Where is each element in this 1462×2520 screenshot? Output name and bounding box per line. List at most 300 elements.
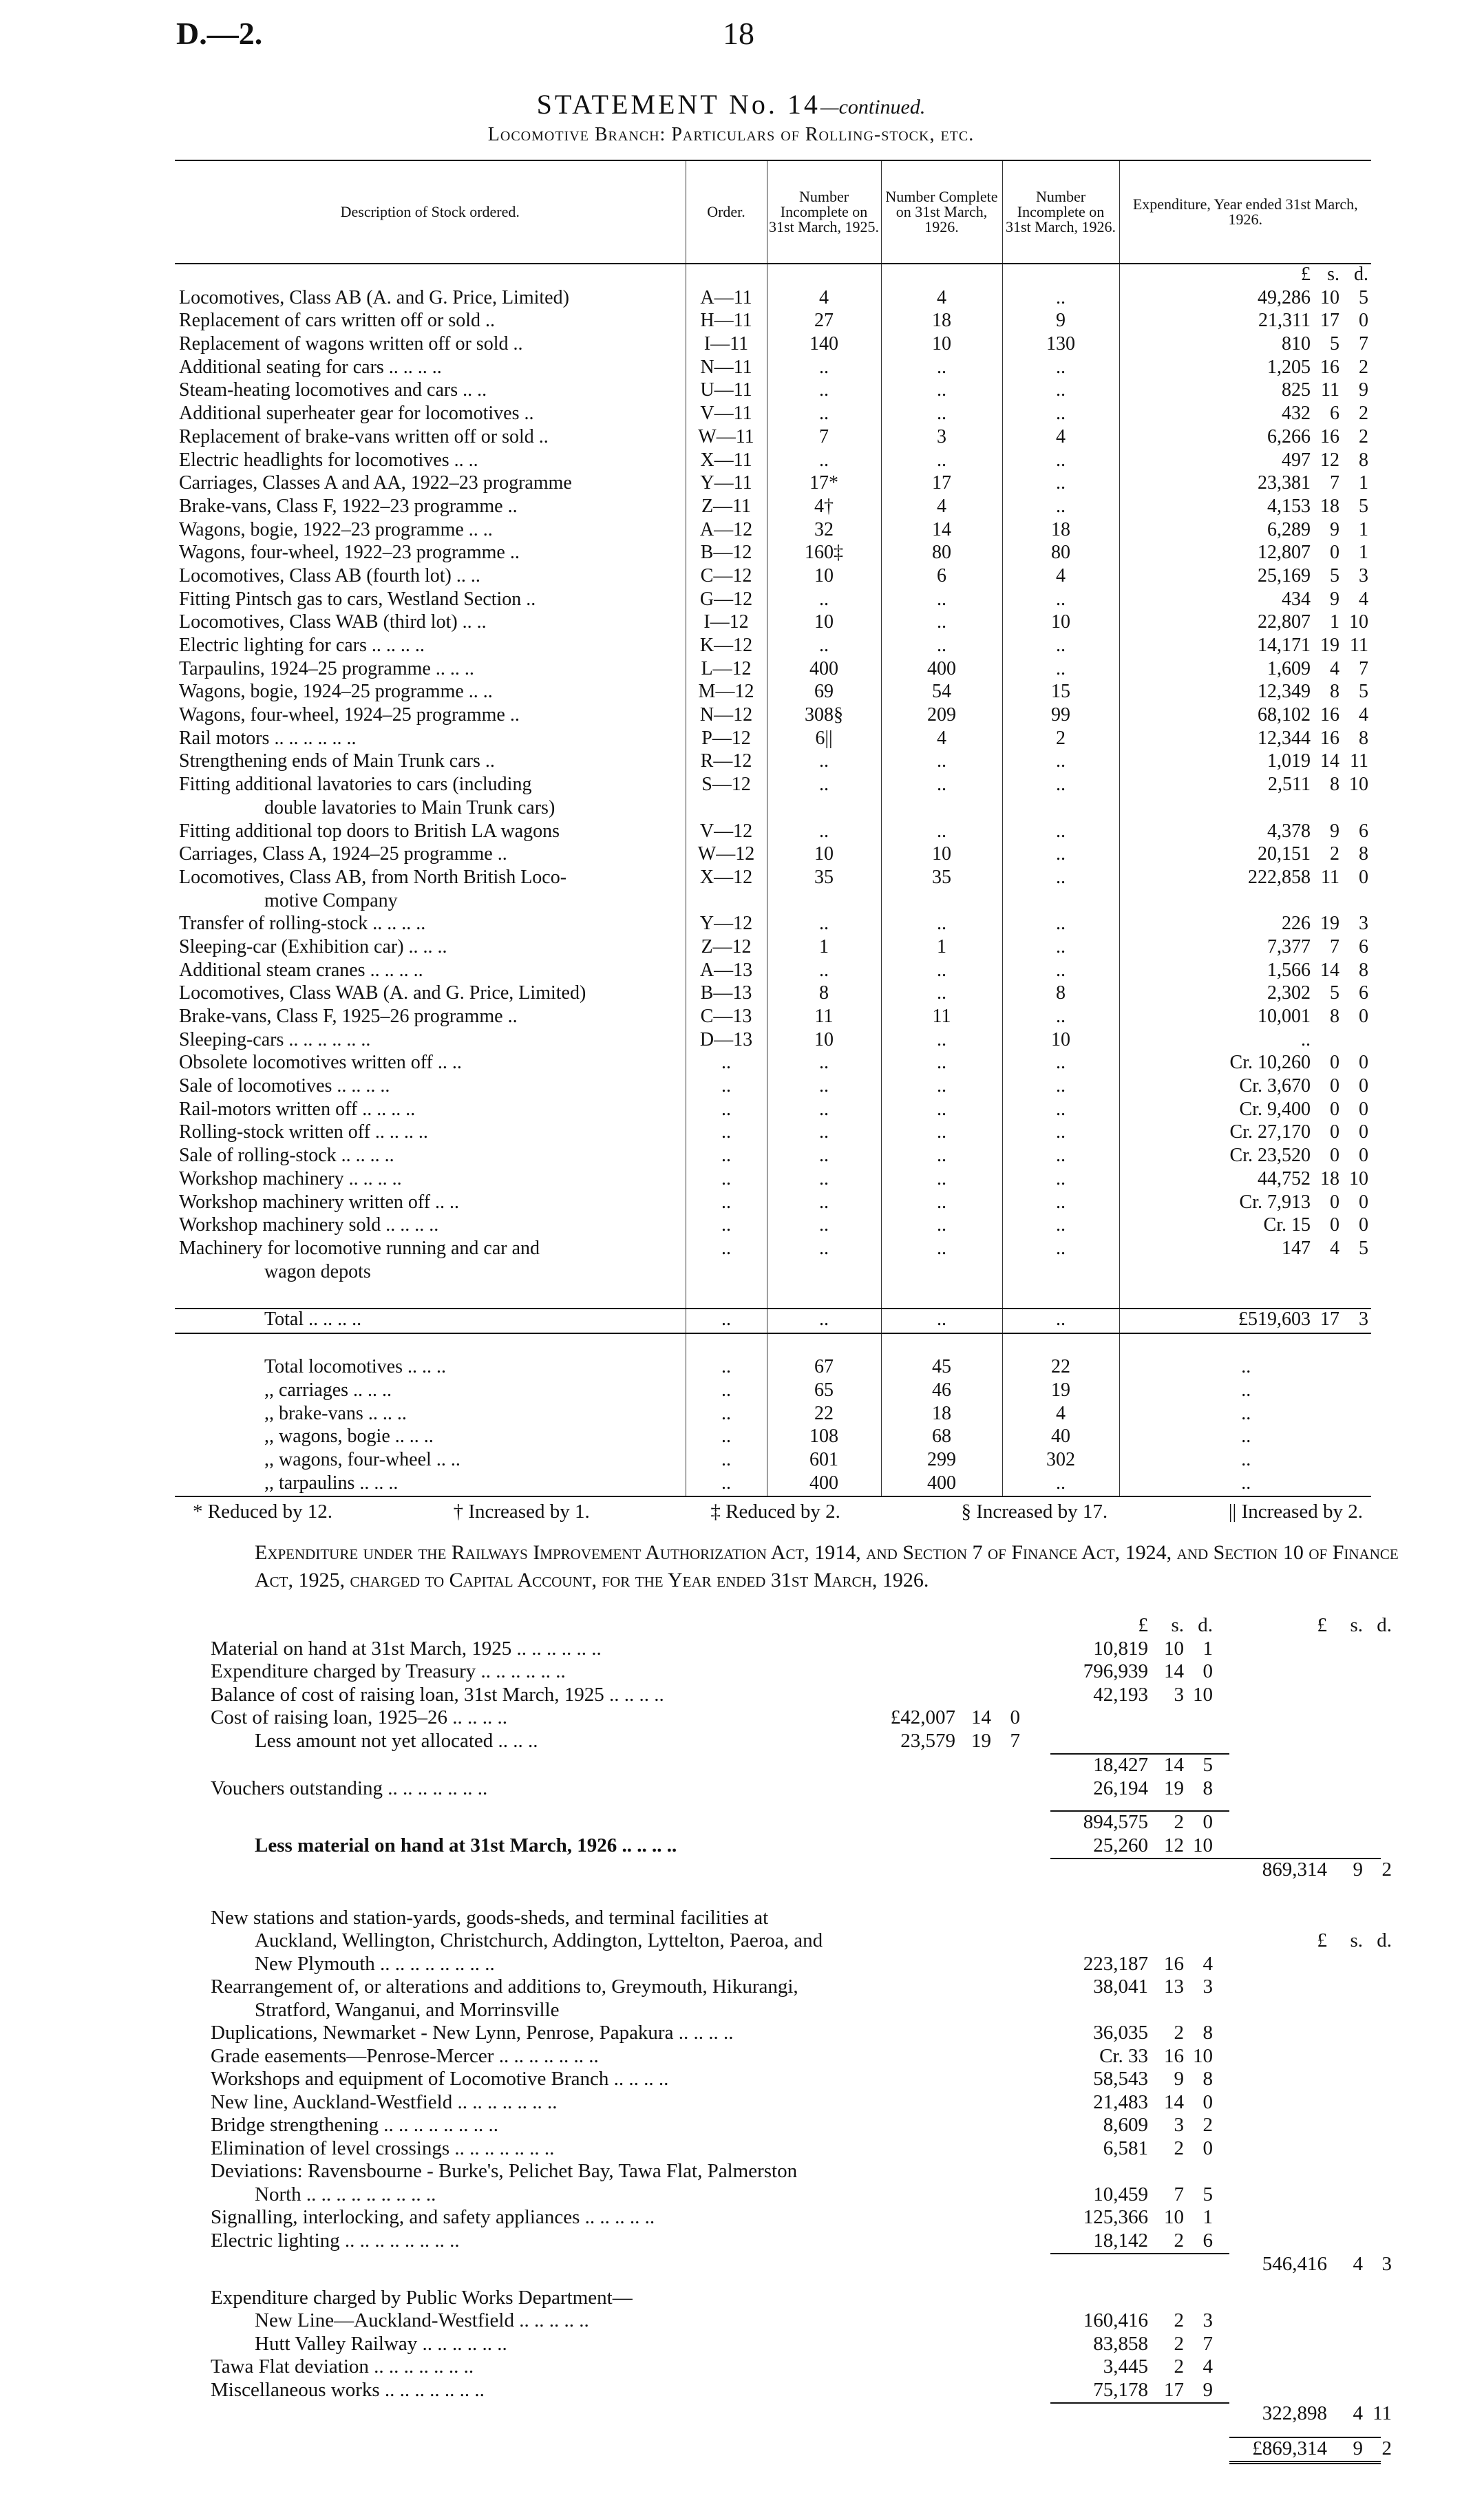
line-description: New stations and station-yards, goods-sheds, and terminal facilities at — [211, 1906, 769, 1929]
table-row — [175, 1099, 1371, 1123]
line-description — [211, 2427, 858, 2437]
subtotal-row — [211, 2403, 1381, 2427]
row-incomplete-1925: 67 — [767, 1357, 881, 1380]
amount-column-c2 — [1050, 1778, 1229, 1801]
expenditure-pounds: 4,153 — [1267, 495, 1311, 517]
row-complete-1926: .. — [881, 774, 1002, 798]
row-order: C—12 — [686, 566, 767, 589]
amount-column-c1 — [858, 2184, 1050, 2207]
row-order: .. — [686, 1357, 767, 1380]
row-order: U—11 — [686, 380, 767, 403]
row-expenditure — [1119, 1192, 1371, 1216]
footnote: § Increased by 17. — [961, 1501, 1108, 1523]
amount-column-c2 — [1050, 2230, 1229, 2254]
amount-column-c1 — [858, 1801, 1050, 1811]
line-description: Rearrangement of, or alterations and additions to, Greymouth, Hikurangi, — [211, 1976, 798, 1998]
amount-column-c1 — [858, 2022, 1050, 2046]
row-description: Obsolete locomotives written off .. .. — [175, 1052, 686, 1076]
row-description: Fitting additional top doors to British LA wagons — [175, 821, 686, 845]
spacer-row — [175, 1284, 1371, 1309]
table-row — [175, 1215, 1371, 1238]
row-order: V—11 — [686, 403, 767, 427]
expenditure-pence: 11 — [1350, 635, 1368, 656]
spacer-row — [175, 1333, 1371, 1357]
row-expenditure — [1119, 1099, 1371, 1123]
expenditure-pounds: Cr. 23,520 — [1229, 1145, 1311, 1167]
table-row — [175, 983, 1371, 1006]
line-description: Balance of cost of raising loan, 31st March, 1925 .. .. .. .. — [211, 1683, 664, 1706]
row-incomplete-1925: .. — [767, 1099, 881, 1123]
row-order: .. — [686, 1192, 767, 1216]
expenditure-shillings: 7 — [1330, 935, 1339, 957]
expenditure-pence: 0 — [1359, 1121, 1368, 1143]
amount-column-c3 — [1229, 2253, 1392, 2278]
amount-shillings: 2 — [1174, 2309, 1184, 2331]
row-expenditure — [1119, 774, 1371, 798]
amount-column-c3 — [1229, 2022, 1381, 2046]
row-order: I—11 — [686, 334, 767, 357]
amount-column-c2 — [1050, 2115, 1229, 2138]
expenditure-pounds: 434 — [1282, 588, 1311, 610]
row-expenditure — [1119, 427, 1371, 450]
amount-pence: 2 — [1203, 2114, 1213, 2136]
row-incomplete-1925: .. — [767, 1309, 881, 1333]
expenditure-pounds: 23,381 — [1258, 472, 1311, 494]
expenditure-shillings: 9 — [1330, 588, 1339, 610]
row-incomplete-1925: .. — [767, 821, 881, 845]
row-incomplete-1925: 65 — [767, 1380, 881, 1404]
row-incomplete-1926 — [1002, 891, 1119, 914]
amount-column-c3 — [1229, 1811, 1381, 1835]
expenditure-pounds: 14,171 — [1258, 635, 1311, 656]
amount-pounds: 25,260 — [1093, 1834, 1148, 1856]
line-description: Auckland, Wellington, Christchurch, Addington, Lyttelton, Paeroa, and — [255, 1929, 823, 1951]
row-incomplete-1925 — [767, 891, 881, 914]
expenditure-pence: 4 — [1359, 704, 1368, 726]
amount-column-c2 — [1050, 2403, 1229, 2427]
pwd-heading: Expenditure charged by Public Works Department— — [211, 2286, 633, 2309]
amount-pence: 8 — [1203, 1777, 1213, 1799]
expenditure-shillings: 8 — [1330, 681, 1339, 703]
row-incomplete-1925: 108 — [767, 1426, 881, 1450]
table-row — [175, 288, 1371, 311]
expenditure-pounds: £519,603 — [1238, 1308, 1311, 1330]
expenditure-shillings: 0 — [1330, 1052, 1339, 1074]
amount-column-c3 — [1229, 1778, 1381, 1801]
expenditure-pounds: 7,377 — [1267, 935, 1311, 957]
amount-column-c1 — [858, 2310, 1050, 2333]
row-order: B—12 — [686, 542, 767, 566]
row-incomplete-1926: .. — [1002, 913, 1119, 937]
row-incomplete-1925: 11 — [767, 1006, 881, 1030]
row-expenditure — [1119, 913, 1371, 937]
row-complete-1926: .. — [881, 1192, 1002, 1216]
row-order: H—11 — [686, 310, 767, 334]
amount-shillings: 13 — [1164, 1976, 1184, 1998]
line-description: Cost of raising loan, 1925–26 .. .. .. .. — [211, 1706, 507, 1728]
row-complete-1926: 18 — [881, 1404, 1002, 1427]
expenditure-shillings: 5 — [1330, 982, 1339, 1004]
amount-column-c3 — [1229, 2427, 1381, 2437]
line-description: Grade easements—Penrose-Mercer .. .. .. .. .. .. .. — [211, 2044, 599, 2067]
expenditure-pounds: 12,349 — [1258, 681, 1311, 703]
row-order: P—12 — [686, 728, 767, 752]
amount-column-c1 — [858, 2437, 1050, 2463]
amount-column-c3 — [1229, 1730, 1381, 1755]
amount-column-c3 — [1229, 1754, 1381, 1778]
amount-column-c3 — [1229, 1953, 1381, 1977]
expenditure-shillings: 19 — [1320, 913, 1339, 935]
row-complete-1926: 1 — [881, 937, 1002, 960]
table-row — [175, 542, 1371, 566]
row-description: Wagons, bogie, 1922–23 programme .. .. — [175, 520, 686, 543]
amount-pence: 1 — [1203, 1637, 1213, 1660]
row-complete-1926: .. — [881, 1099, 1002, 1123]
row-expenditure — [1119, 310, 1371, 334]
expenditure-pence: 2 — [1359, 425, 1368, 447]
amount-pence: 5 — [1203, 1754, 1213, 1776]
table-row — [211, 2046, 1381, 2069]
row-order: N—12 — [686, 705, 767, 728]
amount-shillings: 14 — [1164, 2090, 1184, 2113]
row-expenditure — [1119, 520, 1371, 543]
amount-shillings: 14 — [1164, 1660, 1184, 1682]
amount-column-c3 — [1229, 2068, 1381, 2092]
row-order: W—12 — [686, 844, 767, 867]
statement-title-main: STATEMENT No. 14 — [536, 89, 820, 120]
table-row — [175, 589, 1371, 613]
amount-shillings: 17 — [1164, 2378, 1184, 2401]
row-complete-1926: .. — [881, 357, 1002, 381]
amount-column-c3 — [1229, 2207, 1381, 2230]
amount-pence: 8 — [1203, 2068, 1213, 2090]
amount-pounds: 3,445 — [1103, 2355, 1148, 2378]
amount-pounds: 160,416 — [1083, 2309, 1148, 2331]
row-description: Workshop machinery written off .. .. — [175, 1192, 686, 1216]
row-order: .. — [686, 1122, 767, 1145]
amount-pence: 6 — [1203, 2229, 1213, 2252]
expenditure-pence: 7 — [1359, 657, 1368, 679]
amount-column-c1 — [858, 2427, 1050, 2437]
expenditure-pounds: 1,609 — [1267, 657, 1311, 679]
expenditure-pounds: 1,566 — [1267, 959, 1311, 981]
expenditure-pounds: 432 — [1282, 403, 1311, 425]
line-description: Miscellaneous works .. .. .. .. .. .. .. — [211, 2378, 485, 2401]
grand-total-row — [211, 2437, 1381, 2463]
row-description: Sale of locomotives .. .. .. .. — [175, 1076, 686, 1099]
row-expenditure — [1119, 1169, 1371, 1192]
row-complete-1926: 10 — [881, 844, 1002, 867]
row-expenditure — [1119, 1404, 1371, 1427]
row-order: R—12 — [686, 751, 767, 774]
row-complete-1926: .. — [881, 403, 1002, 427]
row-description: Workshop machinery .. .. .. .. — [175, 1169, 686, 1192]
expenditure-pence: 8 — [1359, 959, 1368, 981]
row-incomplete-1925: 601 — [767, 1450, 881, 1473]
row-incomplete-1926: 130 — [1002, 334, 1119, 357]
row-incomplete-1925: 27 — [767, 310, 881, 334]
expenditure-pounds: Cr. 3,670 — [1239, 1075, 1311, 1097]
amount-pounds: £42,007 — [890, 1706, 955, 1728]
expenditure-pence: 8 — [1359, 727, 1368, 749]
row-incomplete-1926: 10 — [1002, 612, 1119, 635]
amount-shillings: 2 — [1174, 2022, 1184, 2044]
expenditure-pence: 6 — [1359, 935, 1368, 957]
expenditure-shillings: 17 — [1320, 310, 1339, 332]
amount-column-c2 — [1050, 1835, 1229, 1859]
row-incomplete-1926: .. — [1002, 288, 1119, 311]
row-description: Additional seating for cars .. .. .. .. — [175, 357, 686, 381]
line-description: Tawa Flat deviation .. .. .. .. .. .. .. — [211, 2355, 474, 2378]
amount-column-c2 — [1050, 2000, 1229, 2023]
expenditure-pounds: 4,378 — [1267, 820, 1311, 842]
row-order: .. — [686, 1076, 767, 1099]
expenditure-shillings: 9 — [1330, 518, 1339, 540]
expenditure-shillings: 10 — [1320, 286, 1339, 308]
expenditure-pence: 0 — [1359, 1214, 1368, 1236]
row-complete-1926: .. — [881, 913, 1002, 937]
row-order: C—13 — [686, 1006, 767, 1030]
row-incomplete-1926: .. — [1002, 380, 1119, 403]
amount-column-c3 — [1229, 2092, 1381, 2115]
row-complete-1926 — [881, 891, 1002, 914]
amount-pounds: 796,939 — [1083, 1660, 1148, 1682]
amount-column-c3 — [1229, 2184, 1381, 2207]
line-description — [211, 2254, 858, 2278]
expenditure-pence: 0 — [1359, 1075, 1368, 1097]
row-incomplete-1925: 160‡ — [767, 542, 881, 566]
row-complete-1926: 35 — [881, 867, 1002, 891]
row-incomplete-1926: .. — [1002, 1473, 1119, 1497]
expenditure-pounds: 12,807 — [1258, 542, 1311, 564]
row-complete-1926 — [881, 1262, 1002, 1285]
unit-pounds: £ — [1301, 264, 1311, 285]
expenditure-pence: 0 — [1359, 1191, 1368, 1213]
row-expenditure — [1119, 1076, 1371, 1099]
expenditure-shillings: 4 — [1330, 657, 1339, 679]
row-complete-1926: 80 — [881, 542, 1002, 566]
footnotes — [193, 1501, 1363, 1523]
table-row — [175, 960, 1371, 984]
expenditure-pence: 5 — [1359, 286, 1368, 308]
unit-pence: d. — [1354, 264, 1368, 285]
row-expenditure — [1119, 751, 1371, 774]
row-description: Additional superheater gear for locomotives .. — [175, 403, 686, 427]
line-description — [211, 2403, 858, 2427]
table-row — [211, 2380, 1381, 2404]
row-order: .. — [686, 1380, 767, 1404]
amount-pence: 9 — [1203, 2378, 1213, 2401]
row-incomplete-1925: 4† — [767, 496, 881, 520]
amount-pounds: 546,416 — [1262, 2253, 1327, 2275]
amount-pence: 8 — [1203, 2022, 1213, 2044]
row-order: .. — [686, 1238, 767, 1262]
amount-pounds: 10,459 — [1093, 2183, 1148, 2205]
subtotal-row — [211, 1754, 1381, 1778]
row-expenditure — [1119, 334, 1371, 357]
row-description: Total .. .. .. .. — [175, 1309, 686, 1333]
amount-shillings: 3 — [1174, 1683, 1184, 1706]
amount-pence: 3 — [1381, 2253, 1392, 2275]
subtotal-row — [211, 2254, 1381, 2278]
row-description: Replacement of brake-vans written off or sold .. — [175, 427, 686, 450]
amount-shillings: 9 — [1353, 2437, 1363, 2459]
row-complete-1926: 17 — [881, 473, 1002, 496]
amount-column-c3 — [1229, 1929, 1392, 1953]
row-complete-1926: .. — [881, 1169, 1002, 1192]
expenditure-shillings: 12 — [1320, 449, 1339, 471]
row-incomplete-1925: 35 — [767, 867, 881, 891]
amount-column-c1 — [858, 1811, 1050, 1835]
row-order: A—11 — [686, 288, 767, 311]
total-row — [175, 1309, 1371, 1333]
expenditure-pence: 0 — [1359, 1098, 1368, 1120]
summary-row — [175, 1404, 1371, 1427]
row-incomplete-1926: 15 — [1002, 681, 1119, 705]
statement-subtitle: Locomotive Branch: Particulars of Rolling-stock, etc. — [487, 124, 975, 145]
row-expenditure — [1119, 566, 1371, 589]
expenditure-pounds: 810 — [1282, 333, 1311, 355]
amount-shillings: 4 — [1353, 2402, 1363, 2424]
table-row — [175, 403, 1371, 427]
amount-column-c1 — [858, 1859, 1050, 1883]
col-header-description: Description of Stock ordered. — [175, 160, 686, 264]
row-incomplete-1926: .. — [1002, 1006, 1119, 1030]
amount-column-c3 — [1229, 2402, 1392, 2427]
row-complete-1926: 400 — [881, 659, 1002, 682]
expenditure-pounds: 10,001 — [1258, 1006, 1311, 1027]
row-incomplete-1925: .. — [767, 1145, 881, 1169]
row-incomplete-1926: 2 — [1002, 728, 1119, 752]
amount-column-c1 — [858, 1754, 1050, 1778]
row-order: W—11 — [686, 427, 767, 450]
table-row — [175, 1169, 1371, 1192]
table-row — [211, 1953, 1381, 1977]
expenditure-pence: 5 — [1359, 1237, 1368, 1259]
amount-column-c2 — [1050, 2161, 1229, 2184]
expenditure-pence: 6 — [1359, 982, 1368, 1004]
row-description: Carriages, Classes A and AA, 1922–23 programme — [175, 473, 686, 496]
table-row — [175, 659, 1371, 682]
expenditure-pounds: 1,205 — [1267, 356, 1311, 378]
row-complete-1926: .. — [881, 589, 1002, 613]
expenditure-pence: 10 — [1349, 1167, 1368, 1189]
table-row — [175, 380, 1371, 403]
table-row — [175, 566, 1371, 589]
row-incomplete-1925: 8 — [767, 983, 881, 1006]
statement-title-suffix: —continued. — [820, 96, 926, 118]
row-description: Locomotives, Class WAB (third lot) .. .. — [175, 612, 686, 635]
row-incomplete-1926: .. — [1002, 821, 1119, 845]
row-expenditure — [1119, 288, 1371, 311]
line-description — [211, 2437, 858, 2463]
row-incomplete-1926: .. — [1002, 659, 1119, 682]
row-description: ,, wagons, bogie .. .. .. — [175, 1426, 686, 1450]
table-row — [211, 1930, 1381, 1953]
amount-pounds: 21,483 — [1093, 2090, 1148, 2113]
row-order: .. — [686, 1450, 767, 1473]
row-incomplete-1925: .. — [767, 635, 881, 659]
amount-pounds: 894,575 — [1083, 1811, 1148, 1833]
unit-pence: d. — [1377, 1614, 1392, 1636]
table-header-row — [175, 160, 1371, 264]
row-complete-1926: .. — [881, 635, 1002, 659]
row-order: V—12 — [686, 821, 767, 845]
amount-shillings: 2 — [1174, 2137, 1184, 2159]
row-order: D—13 — [686, 1030, 767, 1053]
amount-pounds: 6,581 — [1103, 2137, 1148, 2159]
row-order: Z—12 — [686, 937, 767, 960]
improvement-expenditure-table — [211, 1614, 1392, 2464]
row-complete-1926: 46 — [881, 1380, 1002, 1404]
expenditure-pence: 5 — [1359, 681, 1368, 703]
expenditure-pounds: 22,807 — [1258, 611, 1311, 633]
expenditure-pounds: 2,302 — [1267, 982, 1311, 1004]
expenditure-pence: 5 — [1359, 495, 1368, 517]
expenditure-shillings: 18 — [1320, 1167, 1339, 1189]
amount-column-c3 — [1229, 1835, 1381, 1859]
amount-shillings: 19 — [971, 1729, 991, 1752]
table-row — [175, 612, 1371, 635]
amount-column-c1 — [858, 1976, 1050, 2000]
amount-column-c1 — [858, 1778, 1050, 1801]
row-expenditure — [1119, 937, 1371, 960]
amount-pence: 10 — [1193, 1834, 1213, 1856]
row-incomplete-1926: .. — [1002, 844, 1119, 867]
table-row — [175, 357, 1371, 381]
expenditure-pounds: .. — [1241, 1472, 1251, 1494]
amount-column-c1 — [858, 1661, 1050, 1684]
line-description: Vouchers outstanding .. .. .. .. .. .. .. — [211, 1777, 488, 1799]
amount-column-c1 — [858, 1835, 1050, 1859]
amount-shillings: 10 — [1164, 2206, 1184, 2228]
expenditure-pence: 4 — [1359, 588, 1368, 610]
row-incomplete-1925: 140 — [767, 334, 881, 357]
amount-column-c3 — [1229, 1859, 1392, 1883]
row-complete-1926: 68 — [881, 1426, 1002, 1450]
amount-column-c2 — [1050, 1638, 1229, 1662]
row-incomplete-1926: .. — [1002, 1169, 1119, 1192]
expenditure-shillings: 16 — [1320, 425, 1339, 447]
expenditure-pence: 3 — [1359, 564, 1368, 586]
amount-pounds: 18,142 — [1093, 2229, 1148, 2252]
table-row — [175, 1262, 1371, 1285]
expenditure-pence: 2 — [1359, 403, 1368, 425]
amount-column-c2 — [1050, 1730, 1229, 1755]
row-description: Locomotives, Class AB, from North British Loco- — [175, 867, 686, 891]
footnote: † Increased by 1. — [453, 1501, 590, 1523]
amount-column-c2 — [1050, 1754, 1229, 1778]
summary-row — [175, 1380, 1371, 1404]
table-row — [211, 2230, 1381, 2254]
amount-column-c2 — [1050, 1930, 1229, 1953]
expenditure-pounds: 6,289 — [1267, 518, 1311, 540]
amount-column-c2 — [1050, 1707, 1229, 1730]
table-row — [175, 1076, 1371, 1099]
row-expenditure — [1119, 1238, 1371, 1262]
line-description: Workshops and equipment of Locomotive Branch .. .. .. .. — [211, 2068, 669, 2090]
amount-shillings: 2 — [1174, 2332, 1184, 2355]
amount-shillings: 14 — [971, 1706, 991, 1728]
row-description: Additional steam cranes .. .. .. .. — [175, 960, 686, 984]
amount-column-c2 — [1050, 1684, 1229, 1708]
document-reference: D.—2. — [176, 16, 263, 51]
table-row — [211, 2092, 1381, 2115]
row-incomplete-1926: .. — [1002, 450, 1119, 474]
row-expenditure — [1119, 473, 1371, 496]
row-order: .. — [686, 1426, 767, 1450]
row-order: Y—12 — [686, 913, 767, 937]
